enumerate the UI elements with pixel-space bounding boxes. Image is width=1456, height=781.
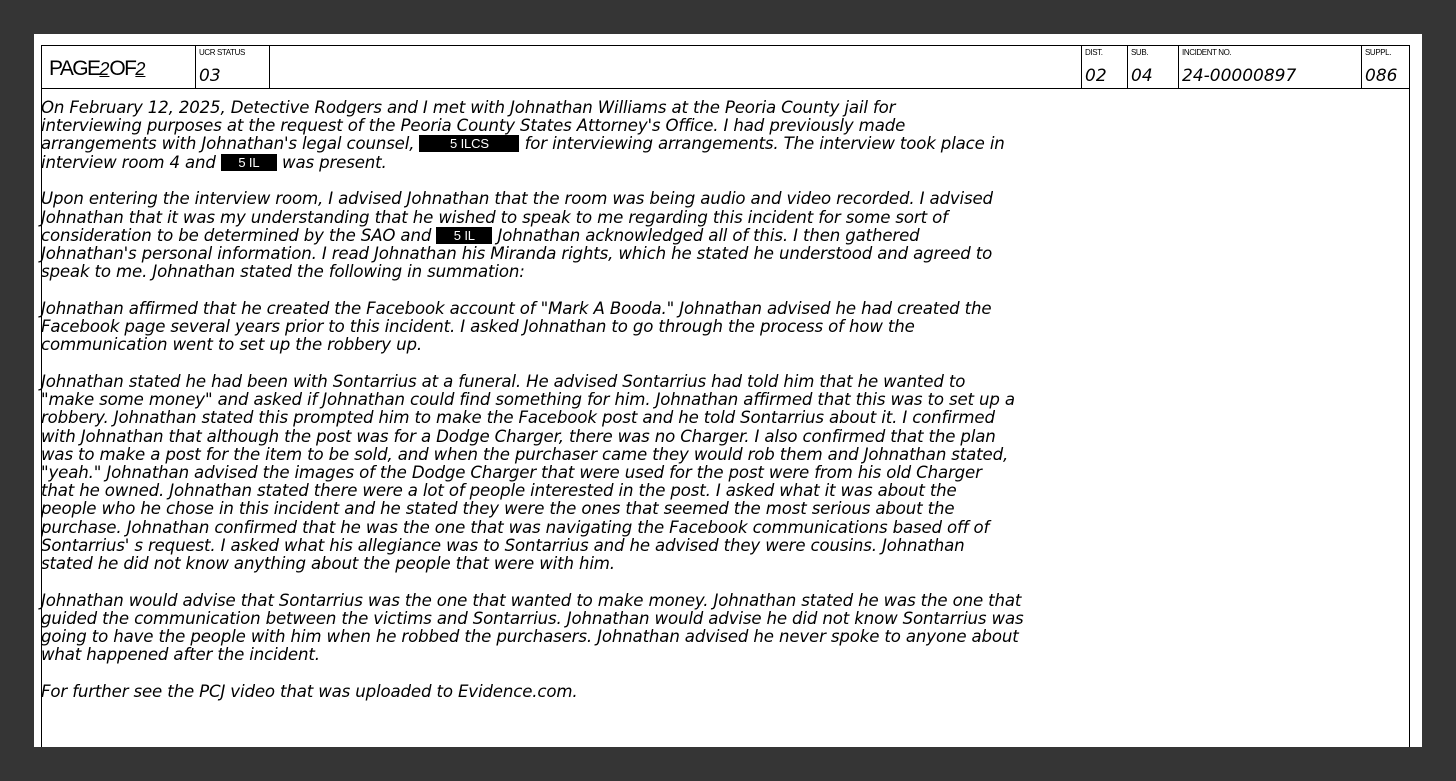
narrative-paragraph-5: Johnathan would advise that Sontarrius was the one that wanted to make money. Johnathan stated he was the one that guided the communication between the victims and Sontarrius. Johnathan would advise he did not know Sontarrius was going to have the people with him when he robbed the purchasers. Johnathan advised he never spoke to anyone about what happened after the incident. xyxy=(41,590,1024,665)
redaction-box: 5 ILCS xyxy=(419,135,519,152)
narrative-paragraph-1 xyxy=(41,99,1041,172)
redaction-box: 5 IL xyxy=(221,154,277,171)
narrative-text: was present. xyxy=(276,152,387,172)
page-number: 2 xyxy=(99,59,110,79)
ucr-status-label: UCR STATUS xyxy=(199,48,245,57)
narrative-text: Upon entering the interview room, I advised Johnathan that the room was being audio and video recorded. I advised Johnathan that it was my understanding that he wished to speak to me regarding this incident for some sort of consideration to be determined by the SAO and xyxy=(41,189,993,245)
narrative-paragraph-6: For further see the PCJ video that was uploaded to Evidence.com. xyxy=(41,681,578,701)
narrative-body xyxy=(41,99,1041,720)
header-blank-cell xyxy=(270,46,1082,88)
sub-value: 04 xyxy=(1131,66,1153,86)
suppl-cell xyxy=(1362,46,1409,88)
page-count xyxy=(49,57,145,81)
redaction-box: 5 IL xyxy=(436,227,492,244)
narrative-paragraph-2 xyxy=(41,190,1041,281)
sub-label: SUB. xyxy=(1131,48,1149,57)
incident-cell xyxy=(1179,46,1362,88)
page-indicator xyxy=(42,46,196,88)
suppl-label: SUPPL. xyxy=(1365,48,1392,57)
narrative-paragraph-3: Johnathan affirmed that he created the Facebook account of "Mark A Booda." Johnathan advised he had created the Facebook page several years prior to this incident. I asked Johnathan to go through the process of how the communication went to set up the robbery up. xyxy=(41,298,992,355)
dist-value: 02 xyxy=(1085,66,1107,86)
ucr-status-value: 03 xyxy=(199,66,221,86)
narrative-paragraph-4: Johnathan stated he had been with Sontarrius at a funeral. He advised Sontarrius had told him that he wanted to "make some money" and asked if Johnathan could find something for him. Johnathan affirmed that this was to set up a robbery. Johnathan stated this prompted him to make the Facebook post and he told Sontarrius about it. I confirmed with Johnathan that although the post was for a Dodge Charger, there was no Charger. I also confirmed that the plan was to make a post for the item to be sold, and when the purchaser came they would rob them and Johnathan stated, "yeah." Johnathan advised the images of the Dodge Charger that were used for the post were from his old Charger that he owned. Johnathan stated there were a lot of people interested in the post. I asked what it was about the people who he chose in this incident and he stated they were the ones that seemed the most serious about the purchase. Johnathan confirmed that he was the one that was navigating the Facebook communications based off of Sontarrius' s request. I asked what his allegiance was to Sontarrius and he advised they were cousins. Johnathan stated he did not know anything about the people that were with him. xyxy=(41,371,1015,573)
page-prefix: PAGE xyxy=(49,57,100,80)
sub-cell xyxy=(1128,46,1179,88)
page-of: OF xyxy=(109,57,136,80)
report-header xyxy=(42,46,1409,89)
suppl-value: 086 xyxy=(1365,66,1398,86)
report-page xyxy=(34,34,1422,747)
narrative-text: Johnathan acknowledged all of this. I then gathered Johnathan's personal information. I read Johnathan his Miranda rights, which he stated he understood and agreed to speak to me. Johnathan stated the following in summation: xyxy=(41,225,993,282)
page-total: 2 xyxy=(135,59,146,79)
dist-label: DIST. xyxy=(1085,48,1103,57)
ucr-status-cell xyxy=(196,46,270,88)
incident-value: 24-00000897 xyxy=(1182,66,1297,86)
narrative-text: On February 12, 2025, Detective Rodgers and I met with Johnathan Williams at the Peoria County jail for interviewing purposes at the request of the Peoria County States Attorney's Office. I had previously made arrangements with Johnathan's legal counsel, xyxy=(41,98,906,154)
narrative-text: for interviewing arrangements. The interview took place in interview room 4 and xyxy=(41,134,1005,172)
dist-cell xyxy=(1082,46,1128,88)
incident-label: INCIDENT NO. xyxy=(1182,48,1232,57)
